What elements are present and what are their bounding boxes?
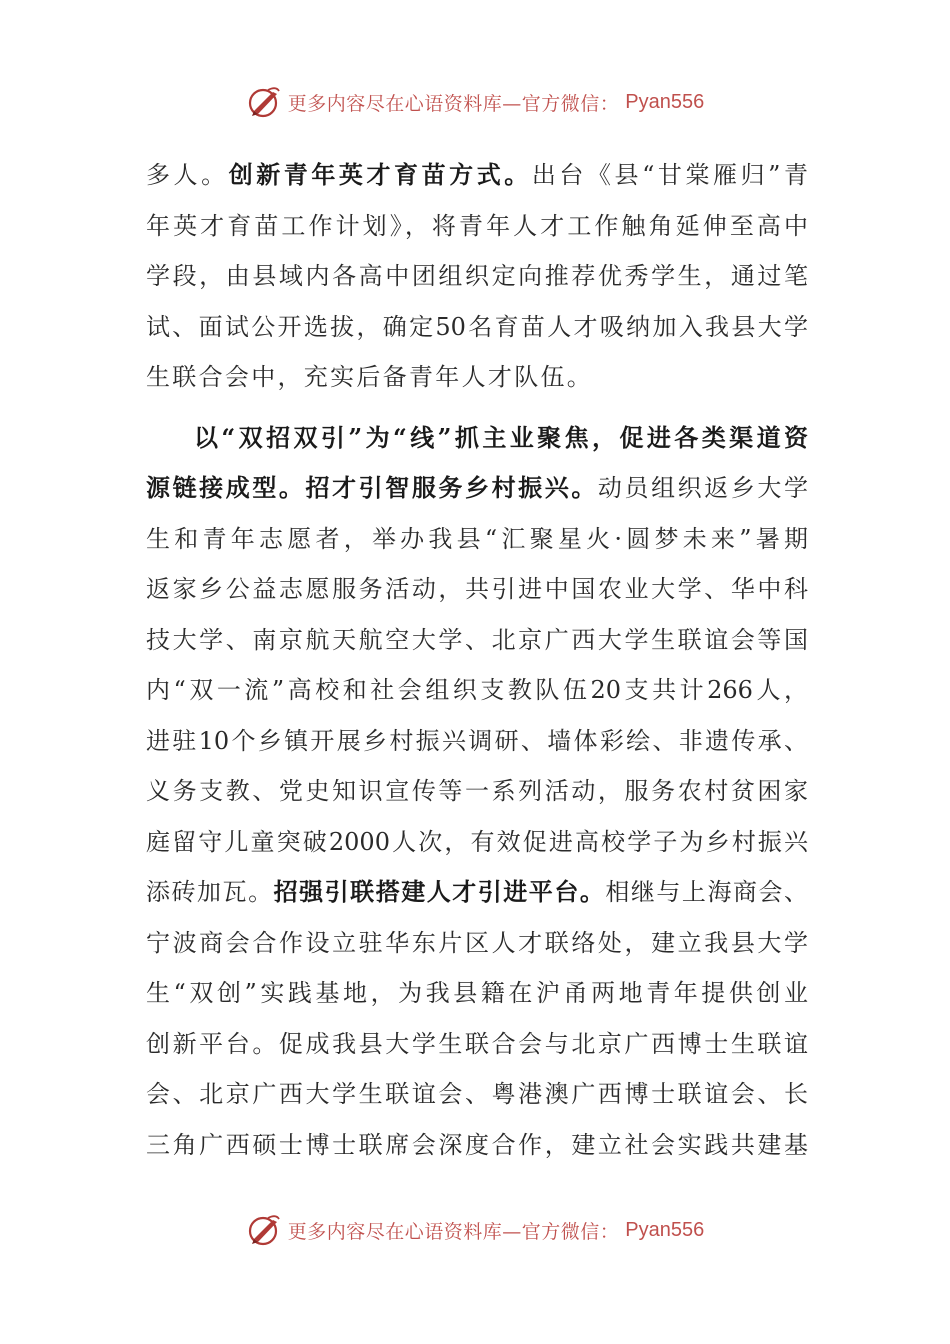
header-text: 更多内容尽在心语资料库—官方微信： [287,92,620,115]
text-line: 内“双一流”高校和社会组织支教队伍20支共计266人， [146,676,808,704]
text-line: 年英才育苗工作计划》，将青年人才工作触角延伸至高中 [146,211,808,240]
bold-heading: 招强引联搭建人才引进平台。 [273,877,606,906]
paragraph-gap [146,403,808,413]
document-body [146,150,808,1170]
footer-wechat-id: Pyan556 [625,1218,705,1241]
text-line: 生“双创”实践基地，为我县籍在沪甬两地青年提供创业 [146,979,808,1007]
header-wechat-id: Pyan556 [625,90,705,113]
bold-heading: 创新青年英才育苗方式。 [228,160,532,189]
text-line: 返家乡公益志愿服务活动，共引进中国农业大学、华中科 [146,575,808,603]
text-line: 源链接成型。招才引智服务乡村振兴。动员组织返乡大学 [146,473,809,502]
footer-text: 更多内容尽在心语资料库—官方微信： [287,1220,620,1243]
text-line: 庭留守儿童突破2000人次，有效促进高校学子为乡村振兴 [146,827,808,856]
text-line: 技大学、南京航天航空大学、北京广西大学生联谊会等国 [146,625,808,654]
section-heading: 以“双招双引”为“线”抓主业聚焦，促进各类渠道资 [194,422,808,452]
text-line: 学段，由县域内各高中团组织定向推荐优秀学生，通过笔 [146,262,808,290]
text-line: 义务支教、党史知识宣传等一系列活动，服务农村贫困家 [146,777,808,805]
text-line: 添砖加瓦。招强引联搭建人才引进平台。相继与上海商会、 [146,877,809,906]
text-line: 创新平台。促成我县大学生联合会与北京广西博士生联谊 [146,1029,808,1058]
text-line [146,413,808,464]
pen-logo-icon [246,1212,282,1248]
text-line: 多人。创新青年英才育苗方式。出台《县“甘棠雁归”青 [146,160,809,189]
text-line: 进驻10个乡镇开展乡村振兴调研、墙体彩绘、非遗传承、 [146,726,808,755]
text-line: 生联合会中，充实后备青年人才队伍。 [146,363,594,391]
pen-logo-icon [246,84,282,120]
footer-banner [0,1210,950,1250]
text-line: 会、北京广西大学生联谊会、粤港澳广西博士联谊会、长 [146,1080,808,1108]
text-line: 试、面试公开选拔，确定50名育苗人才吸纳加入我县大学 [146,312,808,341]
text-line: 宁波商会合作设立驻华东片区人才联络处，建立我县大学 [146,928,808,957]
text-line: 生和青年志愿者，举办我县“汇聚星火·圆梦未来”暑期 [146,524,808,553]
header-banner [0,82,950,122]
text-line: 三角广西硕士博士联席会深度合作，建立社会实践共建基 [146,1130,808,1159]
bold-heading: 源链接成型。招才引智服务乡村振兴。 [146,473,598,502]
